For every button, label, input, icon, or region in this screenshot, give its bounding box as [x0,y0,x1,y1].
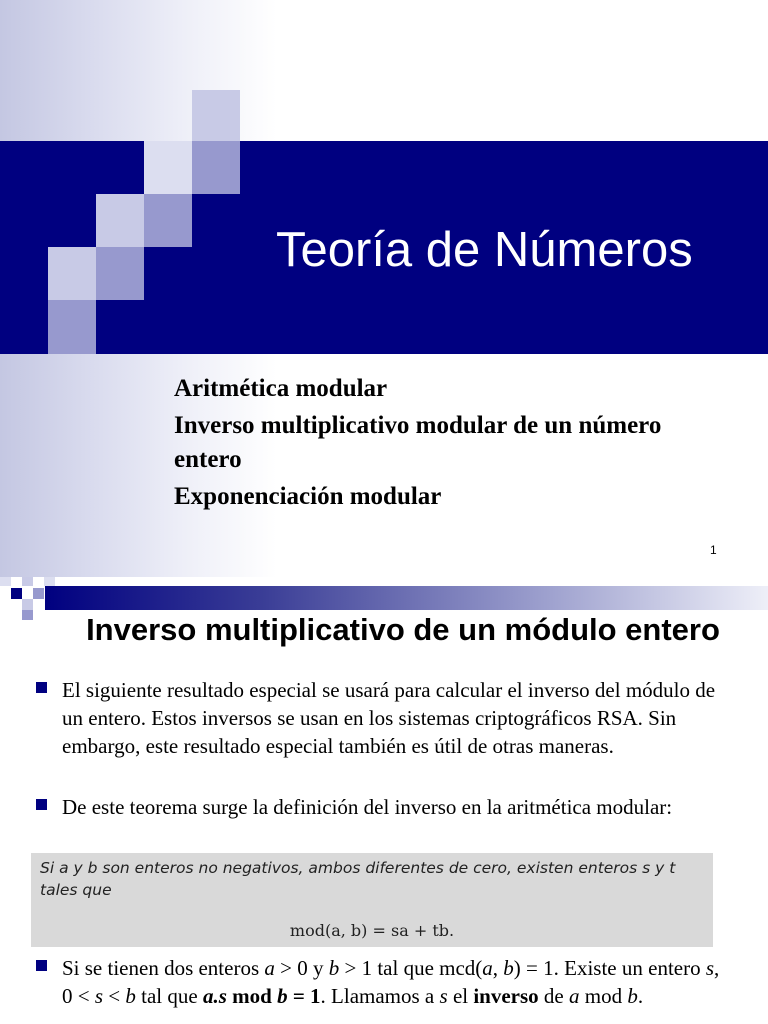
deco-square [22,599,33,610]
slide-2 [0,577,768,1024]
deco-square [96,194,144,247]
topic-item: Inverso multiplicativo modular de un número entero [174,412,662,473]
theorem-text: Si a y b son enteros no negativos, ambos diferentes de cero, existen enteros s y t tales que [40,859,676,899]
deco-square [48,247,96,300]
page-number: 1 [710,543,717,557]
bullet-text: Si se tienen dos enteros a > 0 y b > 1 tal que mcd(a, b) = 1. Existe un entero s, 0 < s < b tal que a.s mod b = 1. Llamamos a s el inverso de a mod b. [62,956,720,1008]
deco-square [144,141,192,194]
deco-square [0,577,11,586]
square-bullet-icon [36,799,47,810]
deco-square [192,90,240,141]
slide-title: Teoría de Números [276,223,693,277]
header-bar [45,586,768,610]
deco-square [11,588,22,599]
deco-square [22,577,33,586]
theorem-formula: mod(a, b) = sa + tb. [289,921,455,940]
deco-square [96,247,144,300]
bullet-text: De este teorema surge la definición del inverso en la aritmética modular: [62,795,673,819]
topic-list [174,372,694,517]
deco-square [44,577,55,586]
topic-item: Exponenciación modular [174,483,442,510]
deco-square [22,610,33,620]
deco-square [33,588,44,599]
deco-square [0,194,48,247]
topic-item: Aritmética modular [174,375,388,402]
deco-square [48,300,96,354]
square-bullet-icon [36,682,47,693]
square-bullet-icon [36,960,47,971]
deco-square [144,194,192,247]
bullet-text: El siguiente resultado especial se usará para calcular el inverso del módulo de un entero. Estos inversos se usan en los sistemas criptográficos RSA. Sin embargo, este resultado especial también es útil de otras maneras. [62,678,716,758]
slide-title: Inverso multiplicativo de un módulo entero [86,612,720,647]
deco-square [192,141,240,194]
theorem-box [31,853,713,947]
